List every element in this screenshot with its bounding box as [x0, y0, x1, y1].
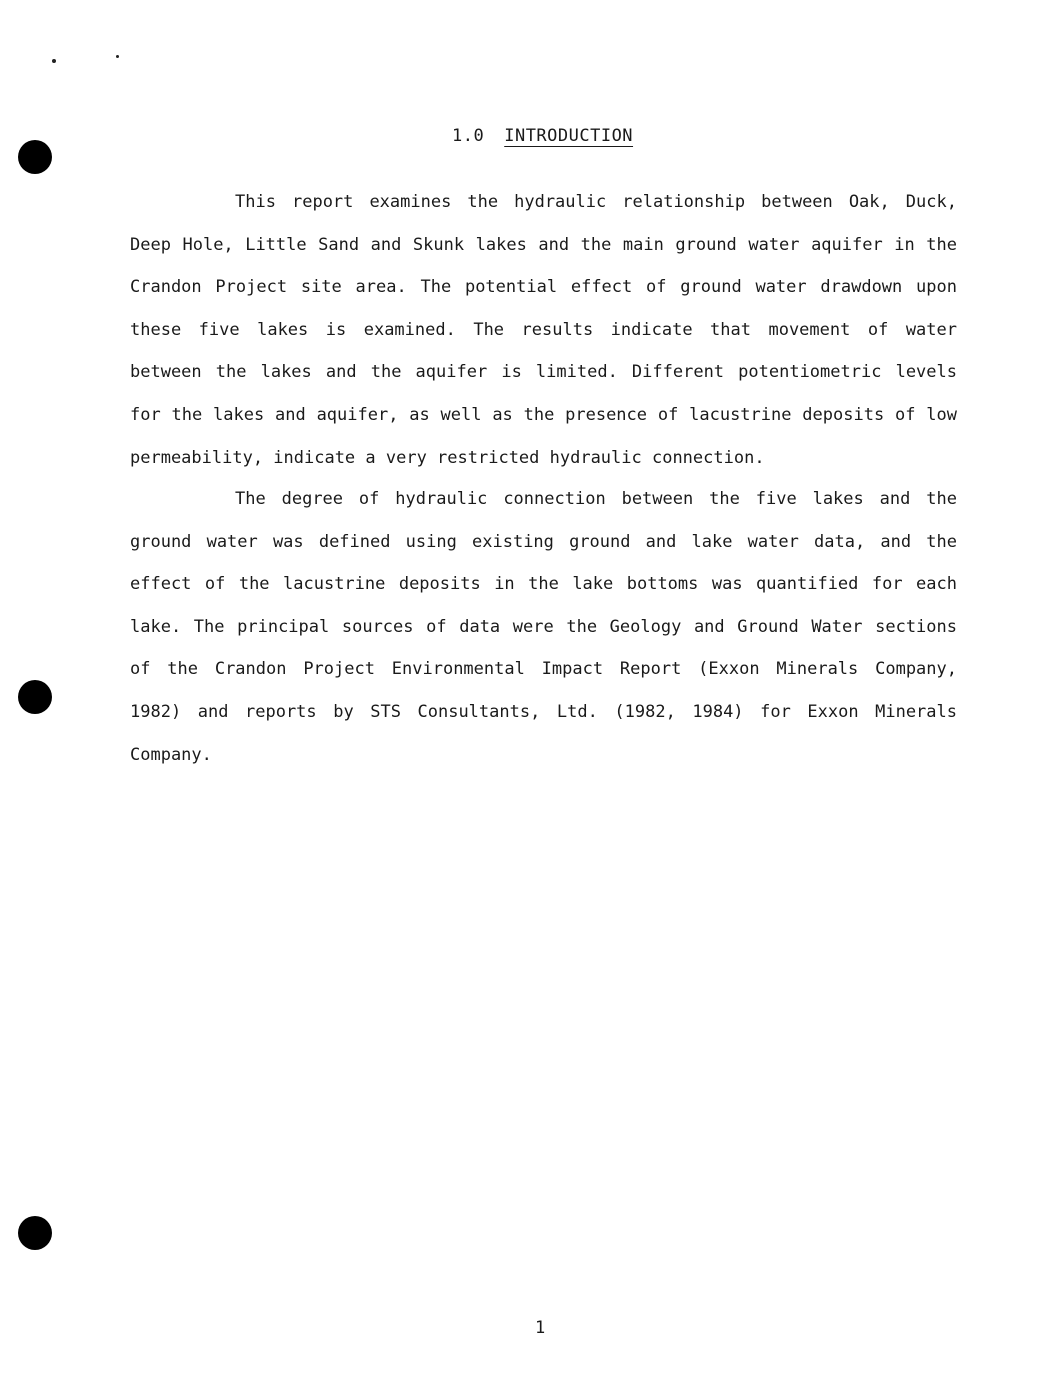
punch-hole-top: [18, 140, 52, 174]
section-title: INTRODUCTION: [504, 126, 634, 146]
paragraph-2-text: The degree of hydraulic connection between the five lakes and the ground water was defined using existing ground and lake water data, and the effect of the lacustrine deposits in the lake bottoms was quantified for each lake. The principal sources of data were the Geology and Ground Water sections of the Crandon Project Environmental Impact Report (Exxon Minerals Company, 1982) and reports by STS Consultants, Ltd. (1982, 1984) for Exxon Minerals Company.: [130, 489, 957, 765]
page-number: 1: [535, 1318, 546, 1338]
paragraph-1: [130, 181, 957, 479]
paragraph-1-text: This report examines the hydraulic relationship between Oak, Duck, Deep Hole, Little Sand and Skunk lakes and the main ground water aquifer in the Crandon Project site area. The potential effect of ground water drawdown upon these five lakes is examined. The results indicate that movement of water between the lakes and the aquifer is limited. Different potentiometric levels for the lakes and aquifer, as well as the presence of lacustrine deposits of low permeability, indicate a very restricted hydraulic connection.: [130, 192, 957, 468]
paragraph-2: [130, 478, 957, 776]
punch-hole-middle: [18, 680, 52, 714]
scan-speck: [52, 59, 56, 63]
section-heading: [452, 126, 633, 146]
section-number: 1.0: [452, 126, 485, 146]
scan-speck: [116, 55, 119, 58]
punch-hole-bottom: [18, 1216, 52, 1250]
